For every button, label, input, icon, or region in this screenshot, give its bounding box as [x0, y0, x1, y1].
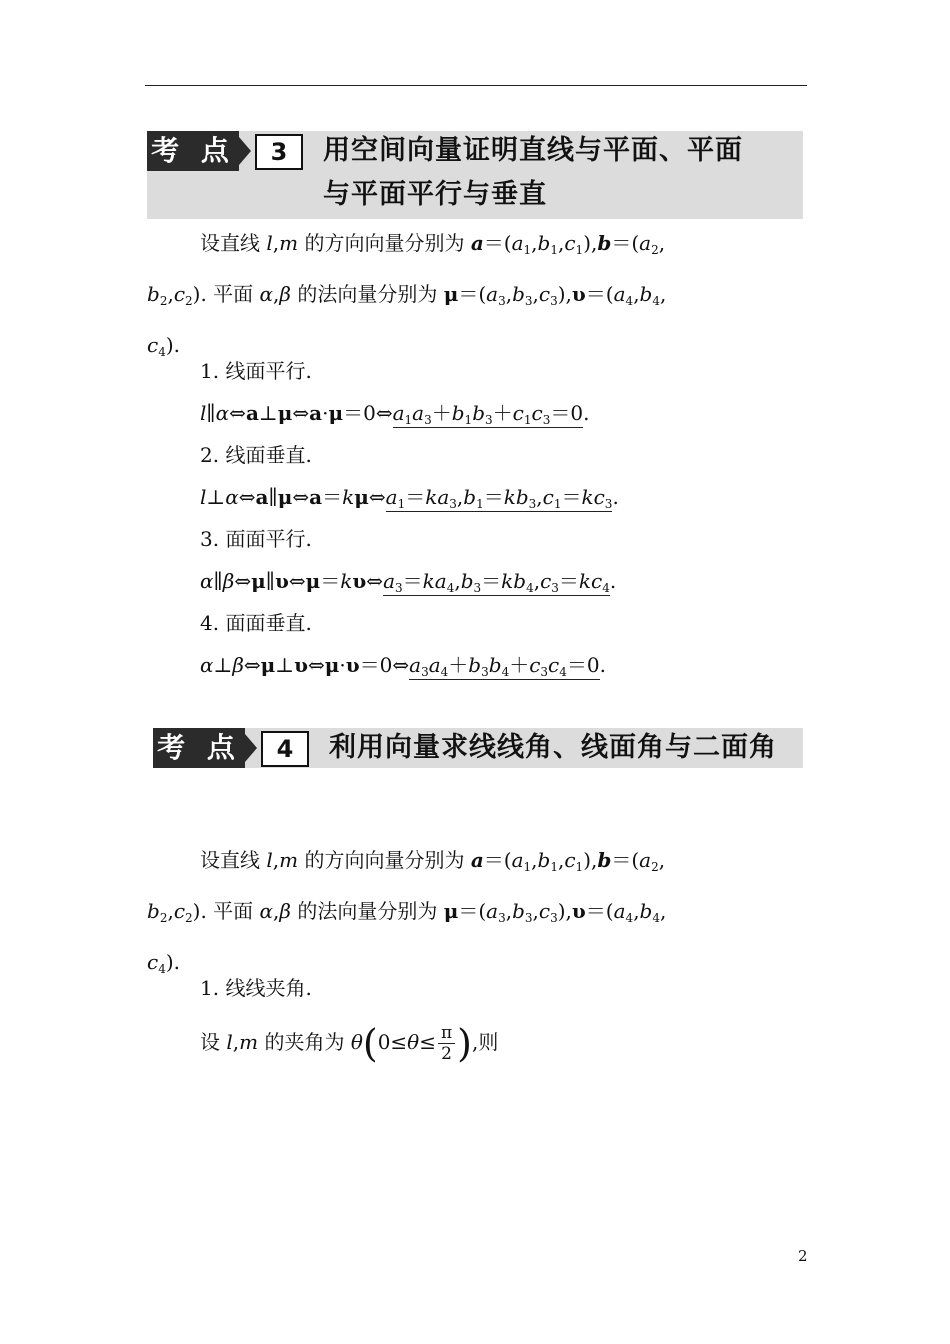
- intro-line-1: 设直线 l,m 的方向向量分别为 $a=(a_1,b_1,c_1),b=(a_2$,: [200, 231, 666, 257]
- item4-heading-1: 1. 线线夹角.: [200, 976, 312, 1000]
- item-heading-2: 2. 线面垂直.: [200, 443, 312, 467]
- top-rule: [145, 85, 807, 86]
- intro-line-3: $c_4$).: [147, 333, 181, 359]
- section-4-banner: [153, 728, 803, 768]
- section-number: 4: [261, 731, 309, 767]
- section-title-line1: 用空间向量证明直线与平面、平面: [323, 135, 743, 166]
- intro-line-2: $b_2,c_2$). 平面 α,β 的法向量分别为 $\mu=(a_3,b_3,c_3),\upsilon=(a_4,b_4$,: [147, 282, 667, 308]
- item-heading-4: 4. 面面垂直.: [200, 611, 312, 635]
- page-number: 2: [798, 1247, 808, 1265]
- kaodian-label: 考 点: [147, 131, 239, 171]
- item-heading-3: 3. 面面平行.: [200, 527, 312, 551]
- section-title-line2: 与平面平行与垂直: [323, 179, 547, 210]
- formula-plane-perp: $\alpha\perp\beta\Leftrightarrow\mu\perp\upsilon\Leftrightarrow\mu\cdot\upsilon=0\Leftrightarrow a_3a_4+b_3b_4+c_3c_4=0$.: [200, 653, 606, 679]
- intro-line-2: $b_2,c_2$). 平面 α,β 的法向量分别为 $\mu=(a_3,b_3,c_3),\upsilon=(a_4,b_4$,: [147, 899, 667, 925]
- kaodian-label: 考 点: [153, 728, 245, 768]
- pi-over-two: $\frac{\pi}{2}$: [438, 1023, 455, 1064]
- section-number: 3: [255, 134, 303, 170]
- arrow-icon: [239, 137, 251, 165]
- section-title: [323, 131, 799, 219]
- section-title: 利用向量求线线角、线面角与二面角: [329, 732, 777, 763]
- formula-plane-parallel: $\alpha\parallel\beta\Leftrightarrow\mu\parallel\upsilon\Leftrightarrow\mu=k\upsilon\Leftrightarrow a_3=ka_4,b_3=kb_4,c_3=kc_4$.: [200, 569, 617, 595]
- section-3-banner: [147, 131, 803, 219]
- intro-line-1: 设直线 l,m 的方向向量分别为 $a=(a_1,b_1,c_1),b=(a_2$,: [200, 848, 666, 874]
- arrow-icon: [245, 734, 257, 762]
- formula-line-parallel: $l\parallel\alpha\Leftrightarrow a\perp\mu\Leftrightarrow a\cdot\mu=0\Leftrightarrow a_1a_3+b_1b_3+c_1c_3=0$.: [200, 401, 590, 427]
- intro-line-3: $c_4$).: [147, 950, 181, 976]
- formula-line-perp: $l\perp\alpha\Leftrightarrow a\parallel\mu\Leftrightarrow a=k\mu\Leftrightarrow a_1=ka_3,b_1=kb_3,c_1=kc_3$.: [200, 485, 619, 511]
- angle-line: 设 l,m 的夹角为 θ(0≤θ≤ $\frac{\pi}{2}$ ),则: [200, 1021, 499, 1066]
- item-heading-1: 1. 线面平行.: [200, 359, 312, 383]
